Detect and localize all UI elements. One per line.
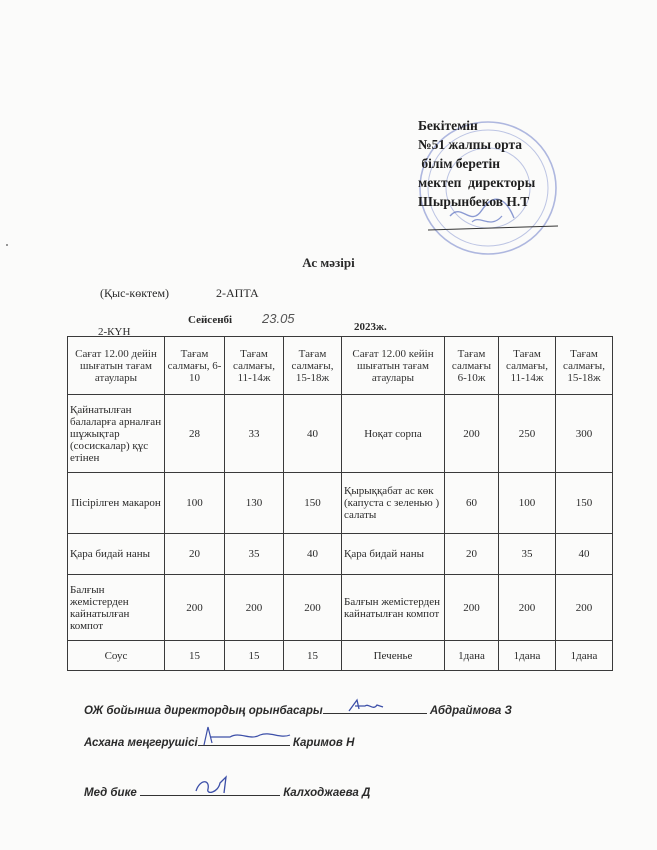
table-cell: 35 (499, 534, 556, 575)
table-cell: 200 (556, 575, 613, 641)
table-row (68, 473, 613, 534)
column-header: Тағам салмағы, 6-10 (165, 337, 225, 395)
table-cell: 200 (445, 575, 499, 641)
table-cell: 1дана (445, 641, 499, 671)
table-cell: 40 (284, 534, 342, 575)
table-cell: 33 (225, 395, 284, 473)
table-cell: 15 (284, 641, 342, 671)
column-header: Тағам салмағы, 11-14ж (225, 337, 284, 395)
table-cell: Қара бидай наны (342, 534, 445, 575)
table-cell: 60 (445, 473, 499, 534)
weekday-label: Сейсенбі (188, 314, 233, 326)
approval-line: білім беретін (418, 156, 500, 171)
table-cell: Печенье (342, 641, 445, 671)
table-cell: Соус (68, 641, 165, 671)
table-cell: 100 (499, 473, 556, 534)
table-cell: 250 (499, 395, 556, 473)
signature-role: Асхана меңгерушісі (84, 737, 198, 749)
table-cell: Балғын жемістерден кайнатылған компот (68, 575, 165, 641)
signature-name: Калходжаева Д (283, 787, 371, 799)
table-cell: 150 (556, 473, 613, 534)
day-label: 2-КҮН (98, 326, 131, 338)
signature-line-canteen (84, 735, 354, 749)
signature-line-nurse (84, 785, 370, 799)
table-cell: 300 (556, 395, 613, 473)
table-cell: 20 (165, 534, 225, 575)
handwritten-signature-icon (347, 697, 387, 715)
table-cell: Қайнатылған балаларға арналған шұжықтар (сосискалар) құс етінен (68, 395, 165, 473)
table-cell: 200 (445, 395, 499, 473)
handwritten-date: 23.05 (262, 311, 295, 326)
approval-block (418, 116, 535, 211)
table-cell: 1дана (556, 641, 613, 671)
column-header: Тағам салмағы 6-10ж (445, 337, 499, 395)
column-header: Тағам салмағы, 15-18ж (556, 337, 613, 395)
table-cell: 200 (499, 575, 556, 641)
table-cell: 1дана (499, 641, 556, 671)
handwritten-signature-icon (192, 775, 232, 797)
table-cell: 40 (556, 534, 613, 575)
table-cell: Пісірілген макарон (68, 473, 165, 534)
approval-line: Шырынбеков Н.Т (418, 194, 530, 209)
signature-name: Каримов Н (292, 737, 355, 749)
signature-role: ОЖ бойынша директордың орынбасары (84, 705, 323, 717)
handwritten-signature-icon (200, 725, 292, 747)
table-row (68, 534, 613, 575)
table-cell: 28 (165, 395, 225, 473)
signature-role: Мед бике (84, 787, 137, 799)
table-cell: 130 (225, 473, 284, 534)
approval-line: мектеп директоры (418, 175, 536, 190)
signature-field (198, 735, 290, 746)
approval-line: №51 жалпы орта (418, 137, 522, 152)
table-row (68, 575, 613, 641)
season-label: (Қыс-көктем) (100, 286, 170, 300)
page-title: Ас мәзірі (302, 255, 355, 270)
week-label: 2-АПТА (216, 286, 259, 300)
column-header: Тағам салмағы, 11-14ж (499, 337, 556, 395)
table-cell: 20 (445, 534, 499, 575)
column-header: Сағат 12.00 кейін шығатын тағам атаулары (342, 337, 445, 395)
table-header-row (68, 337, 613, 395)
table-cell: Қырыққабат ас көк (капуста с зеленью ) салаты (342, 473, 445, 534)
table-cell: Қара бидай наны (68, 534, 165, 575)
signature-line-deputy (84, 703, 512, 717)
table-cell: 40 (284, 395, 342, 473)
table-cell: 15 (165, 641, 225, 671)
menu-table (67, 336, 613, 671)
table-row (68, 395, 613, 473)
column-header: Сағат 12.00 дейін шығатын тағам атаулары (68, 337, 165, 395)
table-cell: 100 (165, 473, 225, 534)
table-cell: 200 (165, 575, 225, 641)
signature-name: Абдраймова З (429, 705, 512, 717)
table-cell: 150 (284, 473, 342, 534)
signature-field (323, 703, 427, 714)
year-label: 2023ж. (354, 321, 387, 333)
table-cell: 35 (225, 534, 284, 575)
table-row (68, 641, 613, 671)
approval-line: Бекітемін (418, 118, 478, 133)
scan-speck (6, 244, 8, 246)
table-cell: 200 (225, 575, 284, 641)
column-header: Тағам салмағы, 15-18ж (284, 337, 342, 395)
table-cell: 200 (284, 575, 342, 641)
table-cell: 15 (225, 641, 284, 671)
table-cell: Ноқат сорпа (342, 395, 445, 473)
signature-field (140, 785, 280, 796)
table-cell: Балғын жемістерден кайнатылған компот (342, 575, 445, 641)
